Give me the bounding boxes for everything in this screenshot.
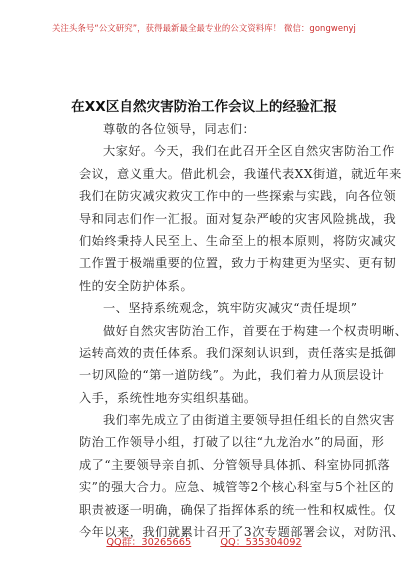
body-text-line: 成了“主要领导亲自抓、分管领导具体抓、科室协同抓落 [79, 457, 391, 472]
body-text-line: 防治工作领导小组，打破了以往“九龙治水”的局面，形 [79, 435, 385, 450]
document-title: 在XX区自然灾害防治工作会议上的经验汇报 [71, 99, 337, 115]
footer-qq-number: QQ：535304092 [220, 537, 302, 548]
footer-qq-group: QQ群：30265665 [106, 537, 192, 548]
header-promo-text: 关注头条号“公文研究”，获得最新最全最专业的公文资料库！ 微信：gongwenyj [52, 23, 356, 33]
footer-contact [0, 536, 408, 550]
body-text-line: 工作置于极端重要的位置，致力于构建更为坚实、更有韧 [79, 256, 397, 271]
body-text-line: 导和同志们作一汇报。面对复杂严峻的灾害风险挑战，我 [79, 211, 397, 226]
body-text-line: 今年以来，我们就累计召开了3次专题部署会议，对防汛、 [79, 525, 405, 540]
body-text-line: 一切风险的“第一道防线”。为此，我们着力从顶层设计 [79, 368, 385, 383]
body-text-line: 性的安全防护体系。 [79, 278, 194, 293]
body-text-line: 我们率先成立了由街道主要领导担任组长的自然灾害 [103, 413, 395, 428]
body-text-line: 们始终秉持人民至上、生命至上的根本原则，将防灾减灾 [79, 233, 397, 248]
body-text-line: 入手，系统性地夯实组织基础。 [79, 390, 257, 405]
body-text-line: 会议，意义重大。借此机会，我谨代表XX街道，就近年来 [79, 166, 402, 181]
section-heading-line: 一、坚持系统观念，筑牢防灾减灾“责任堤坝” [103, 301, 358, 316]
document-body [79, 118, 408, 543]
body-text-line: 做好自然灾害防治工作，首要在于构建一个权责明晰、 [103, 323, 408, 338]
header-promo-note [0, 22, 408, 34]
body-text-line: 运转高效的责任体系。我们深刻认识到，责任落实是抵御 [79, 345, 397, 360]
body-text-line: 尊敬的各位领导，同志们： [103, 122, 256, 136]
body-text-line: 职责被逐一明确，确保了指挥体系的统一性和权威性。仅 [79, 502, 397, 517]
body-text-line: 大家好。今天，我们在此召开全区自然灾害防治工作 [103, 144, 395, 159]
body-text-line: 实”的强大合力。应急、城管等2个核心科室与5个社区的 [79, 480, 395, 495]
body-text-line: 我们在防灾减灾救灾工作中的一些探索与实践，向各位领 [79, 189, 397, 204]
